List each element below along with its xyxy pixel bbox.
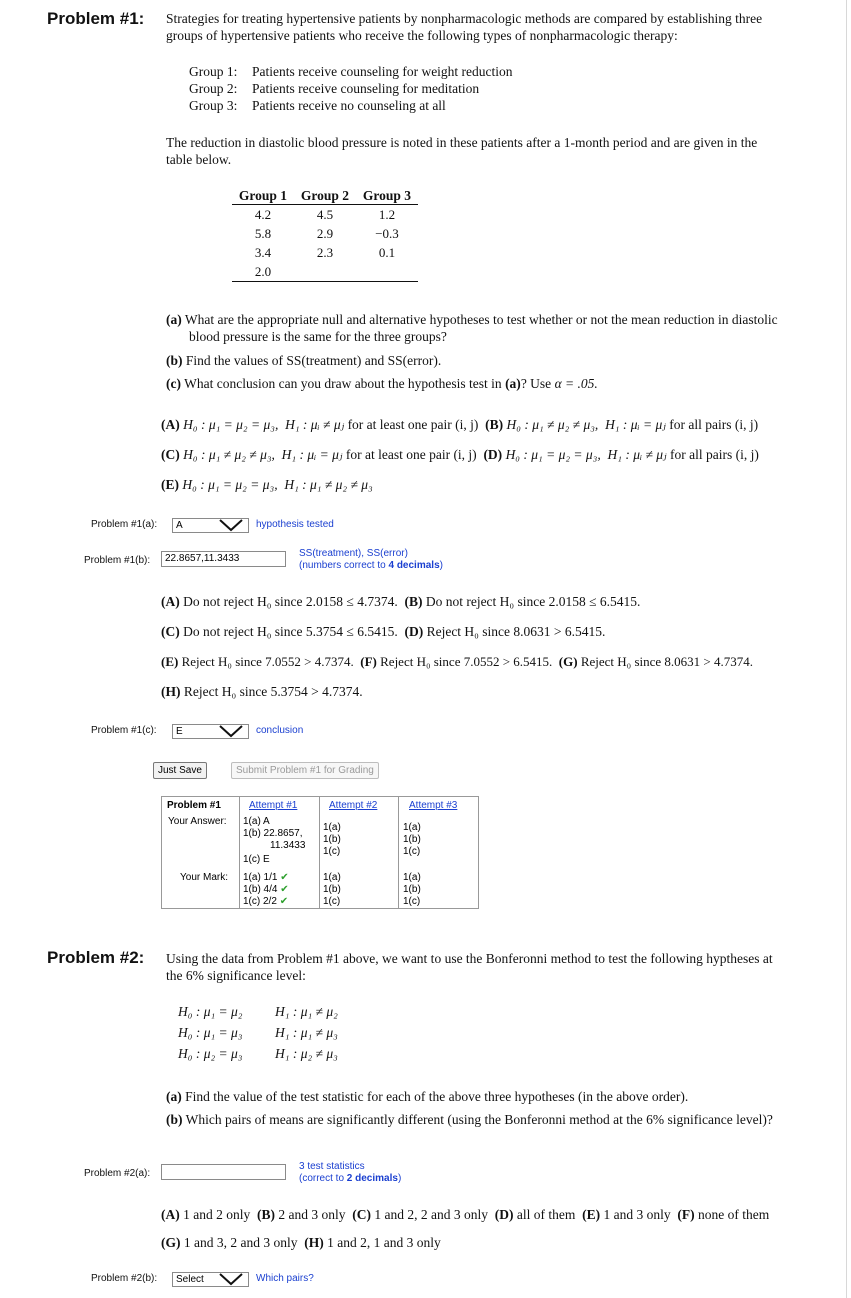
- table-row: [232, 224, 418, 243]
- problem-2a-hint-post: ): [397, 1173, 402, 1184]
- hyp-option-b-h0: H₀ : μ₁ ≠ μ₂ ≠ μ₃,: [506, 417, 599, 432]
- p2-option-b-label: (B): [257, 1207, 275, 1222]
- q2a-label: (a): [166, 1089, 182, 1104]
- problem-2b-selected-value: Select: [176, 1274, 204, 1285]
- table-row: [232, 262, 418, 282]
- hyp-option-c-h1: H₁ : μᵢ = μⱼ: [281, 447, 343, 462]
- attempt-2-mark-c: 1(c): [323, 896, 341, 907]
- q2b-label: (b): [166, 1112, 183, 1127]
- p2-option-g-text: 1 and 3, 2 and 3 only: [183, 1235, 298, 1250]
- table-cell: 2.0: [254, 263, 272, 279]
- concl-option-g-label: (G): [558, 654, 578, 669]
- problem-1-para-line1: The reduction in diastolic blood pressure is noted in these patients after a 1-month period and are given in the: [166, 135, 758, 150]
- concl-option-h-text: Reject H₀ since 5.3754 > 4.7374.: [183, 684, 363, 699]
- hyp-option-c-label: (C): [161, 447, 180, 462]
- hyp-option-e-h0: H₀ : μ₁ = μ₂ = μ₃,: [182, 477, 278, 492]
- attempts-header: Problem #1: [167, 800, 221, 811]
- problem-1b-hint-post: ): [439, 560, 443, 571]
- concl-option-row2: [161, 624, 605, 640]
- attempt-3-answer-c: 1(c): [403, 846, 421, 857]
- hyp-option-row2: [161, 447, 759, 463]
- problem-1a-label: Problem #1(a):: [91, 519, 158, 530]
- concl-option-row1: [161, 594, 640, 610]
- attempt-2-answer-c: 1(c): [323, 846, 341, 857]
- concl-option-b-label: (B): [404, 594, 423, 609]
- hyp-option-row3: [161, 477, 373, 493]
- p2-option-a-text: 1 and 2 only: [183, 1207, 251, 1222]
- problem-1c-selected-value: E: [176, 726, 183, 737]
- table-header-row: [232, 188, 418, 205]
- p2-option-a-label: (A): [161, 1207, 180, 1222]
- chevron-down-icon: [218, 518, 244, 532]
- q2a-text: Find the value of the test statistic for each of the above three hypotheses (in the above order).: [185, 1089, 689, 1104]
- problem-2a-hint-bold: 2 decimals: [346, 1173, 398, 1184]
- p2-option-row1: [161, 1207, 769, 1223]
- submit-problem-1-button[interactable]: Submit Problem #1 for Grading: [231, 762, 379, 779]
- concl-option-d-label: (D): [404, 624, 424, 639]
- table-cell: 1.2: [378, 206, 396, 222]
- q1c-label: (c): [166, 376, 181, 391]
- concl-option-e-text: Reject H₀ since 7.0552 > 4.7374.: [181, 654, 354, 669]
- attempt-1-answer-c: 1(c) E: [243, 854, 270, 865]
- p2-option-d-label: (D): [494, 1207, 514, 1222]
- hyp-option-d-label: (D): [483, 447, 503, 462]
- hyp-option-b-label: (B): [485, 417, 504, 432]
- p2-option-g-label: (G): [161, 1235, 181, 1250]
- your-mark-label: Your Mark:: [180, 872, 228, 883]
- p2-option-b-text: 2 and 3 only: [278, 1207, 346, 1222]
- attempt-2-answer-a: 1(a): [323, 822, 341, 833]
- problem-1b-label: Problem #1(b):: [84, 555, 151, 566]
- attempt-3-answer-a: 1(a): [403, 822, 421, 833]
- p2-option-d-text: all of them: [516, 1207, 576, 1222]
- p2-hyp-2-h0: H₀ : μ₁ = μ₃: [178, 1025, 243, 1040]
- table-cell: 0.1: [378, 244, 396, 260]
- q1c-post: ? Use: [520, 376, 552, 391]
- attempt-2-answer-b: 1(b): [323, 834, 341, 845]
- hyp-option-a-h1: H₁ : μᵢ ≠ μⱼ: [285, 417, 345, 432]
- p2-option-c-text: 1 and 2, 2 and 3 only: [374, 1207, 488, 1222]
- concl-option-d-text: Reject H₀ since 8.0631 > 6.5415.: [426, 624, 606, 639]
- attempt-1-answer-b-cont: 11.3433: [270, 840, 306, 851]
- table-header: Group 2: [294, 188, 356, 205]
- your-answer-label: Your Answer:: [168, 816, 227, 827]
- hyp-option-c-tail: for at least one pair (i, j): [345, 447, 477, 462]
- attempts-divider: [319, 797, 320, 908]
- chevron-down-icon: [218, 1272, 244, 1286]
- attempt-3-mark-a: 1(a): [403, 872, 421, 883]
- problem-2b-select[interactable]: [172, 1272, 249, 1287]
- p2-hyp-3-h1: H₁ : μ₂ ≠ μ₃: [275, 1046, 338, 1061]
- concl-option-g-text: Reject H₀ since 8.0631 > 4.7374.: [580, 654, 753, 669]
- problem-1b-input[interactable]: 22.8657,11.3433: [161, 551, 286, 567]
- table-header: Group 3: [356, 188, 418, 205]
- problem-1c-hint: conclusion: [256, 725, 304, 736]
- table-cell: 4.2: [254, 206, 272, 222]
- concl-option-c-text: Do not reject H₀ since 5.3754 ≤ 6.5415.: [183, 624, 398, 639]
- group-1-label: Group 1:: [189, 64, 238, 79]
- concl-option-row3: [161, 654, 753, 670]
- q1c-ref: (a): [505, 376, 521, 391]
- problem-2-intro-line2: the 6% significance level:: [166, 968, 306, 983]
- problem-1-para-line2: table below.: [166, 152, 232, 167]
- table-cell: 4.5: [316, 206, 334, 222]
- concl-option-f-text: Reject H₀ since 7.0552 > 6.5415.: [380, 654, 553, 669]
- problem-2b-label: Problem #2(b):: [91, 1273, 158, 1284]
- check-icon: ✔: [280, 884, 289, 895]
- table-cell: 3.4: [254, 244, 272, 260]
- hyp-option-c-h0: H₀ : μ₁ ≠ μ₂ ≠ μ₃,: [183, 447, 275, 462]
- hyp-option-d-h1: H₁ : μᵢ ≠ μⱼ: [607, 447, 667, 462]
- hyp-option-a-h0: H₀ : μ₁ = μ₂ = μ₃,: [183, 417, 279, 432]
- table-cell: 2.9: [316, 225, 334, 241]
- hyp-option-d-tail: for all pairs (i, j): [670, 447, 759, 462]
- concl-option-a-text: Do not reject H₀ since 2.0158 ≤ 4.7374.: [183, 594, 398, 609]
- attempt-2-mark-b: 1(b): [323, 884, 341, 895]
- table-header: Group 1: [232, 188, 294, 205]
- concl-option-h-label: (H): [161, 684, 181, 699]
- group-2-label: Group 2:: [189, 81, 238, 96]
- problem-1-title: Problem #1:: [47, 9, 145, 28]
- check-icon: ✔: [279, 896, 289, 907]
- p2-option-row2: [161, 1235, 441, 1251]
- attempt-1-answer-b: 1(b) 22.8657,: [243, 828, 303, 839]
- attempts-divider: [398, 797, 399, 908]
- data-table-wrap: [232, 188, 418, 282]
- problem-2-title: Problem #2:: [47, 948, 145, 967]
- problem-2-intro-line1: Using the data from Problem #1 above, we want to use the Bonferonni method to test the following hyptheses at: [166, 951, 773, 966]
- problem-1a-hint: hypothesis tested: [256, 519, 334, 530]
- attempt-1-link[interactable]: Attempt #1: [249, 800, 298, 811]
- attempt-3-link[interactable]: Attempt #3: [409, 800, 458, 811]
- attempt-1-mark-b: 1(b) 4/4: [243, 884, 278, 895]
- problem-1b-hint-pre: (numbers correct to: [299, 560, 389, 571]
- concl-option-row4: [161, 684, 363, 700]
- hyp-option-e-h1: H₁ : μ₁ ≠ μ₂ ≠ μ₃: [284, 477, 373, 492]
- hyp-option-a-label: (A): [161, 417, 180, 432]
- problem-2a-label: Problem #2(a):: [84, 1168, 151, 1179]
- p2-option-e-label: (E): [582, 1207, 601, 1222]
- p2-option-h-label: (H): [304, 1235, 324, 1250]
- group-3-text: Patients receive no counseling at all: [252, 98, 446, 113]
- q1a-label: (a): [166, 312, 182, 327]
- attempts-divider: [239, 797, 240, 908]
- problem-1a-selected-value: A: [176, 520, 183, 531]
- q2b-text: Which pairs of means are significantly different (using the Bonferonni method at the 6% significance level)?: [185, 1112, 773, 1127]
- problem-2a-input[interactable]: [161, 1164, 286, 1180]
- group-2-text: Patients receive counseling for meditation: [252, 81, 480, 96]
- attempts-table: [161, 796, 479, 909]
- hyp-option-e-label: (E): [161, 477, 179, 492]
- q1b-text: Find the values of SS(treatment) and SS(error).: [185, 353, 442, 368]
- concl-option-a-label: (A): [161, 594, 180, 609]
- p2-option-h-text: 1 and 2, 1 and 3 only: [327, 1235, 441, 1250]
- table-row: [232, 205, 418, 225]
- table-cell: 2.3: [316, 244, 334, 260]
- concl-option-e-label: (E): [161, 654, 179, 669]
- hyp-option-b-h1: H₁ : μᵢ = μⱼ: [605, 417, 666, 432]
- table-row: [232, 243, 418, 262]
- table-cell: [356, 262, 418, 282]
- chevron-down-icon: [218, 724, 244, 738]
- problem-1-intro-line1: Strategies for treating hypertensive patients by nonpharmacologic methods are compared by establishing three: [166, 11, 763, 26]
- q1a-text-line1: What are the appropriate null and alternative hypotheses to test whether or not the mean reduction in diastolic: [184, 312, 778, 327]
- q1c-text: What conclusion can you draw about the hypothesis test in: [184, 376, 502, 391]
- table-cell: 5.8: [254, 225, 272, 241]
- q1a-text-line2: blood pressure is the same for the three groups?: [189, 329, 447, 344]
- problem-2a-hint-pre: (correct to: [299, 1173, 347, 1184]
- concl-option-f-label: (F): [360, 654, 377, 669]
- problem-1b-hint-bold: 4 decimals: [388, 560, 440, 571]
- check-icon: ✔: [280, 872, 289, 883]
- p2-option-f-label: (F): [677, 1207, 695, 1222]
- attempt-1-answer-a: 1(a) A: [243, 816, 270, 827]
- attempt-2-link[interactable]: Attempt #2: [329, 800, 378, 811]
- hyp-option-row1: [161, 417, 758, 433]
- p2-hyp-1-h1: H₁ : μ₁ ≠ μ₂: [275, 1004, 338, 1019]
- q1c-alpha: α = .05.: [554, 376, 598, 391]
- problem-1c-label: Problem #1(c):: [91, 725, 157, 736]
- p2-option-e-text: 1 and 3 only: [603, 1207, 671, 1222]
- p2-hyp-1-h0: H₀ : μ₁ = μ₂: [178, 1004, 243, 1019]
- q1b-label: (b): [166, 353, 183, 368]
- p2-option-c-label: (C): [352, 1207, 371, 1222]
- attempt-2-mark-a: 1(a): [323, 872, 341, 883]
- problem-2a-hint-line1: 3 test statistics: [299, 1161, 365, 1172]
- attempt-3-mark-c: 1(c): [403, 896, 421, 907]
- hyp-option-a-tail: for at least one pair (i, j): [347, 417, 479, 432]
- p2-hyp-3-h0: H₀ : μ₂ = μ₃: [178, 1046, 243, 1061]
- p2-option-f-text: none of them: [697, 1207, 770, 1222]
- concl-option-b-text: Do not reject H₀ since 2.0158 ≤ 6.5415.: [425, 594, 641, 609]
- group-3-label: Group 3:: [189, 98, 238, 113]
- problem-1b-hint-line1: SS(treatment), SS(error): [299, 548, 408, 559]
- group-1-text: Patients receive counseling for weight reduction: [252, 64, 513, 79]
- attempt-3-mark-b: 1(b): [403, 884, 421, 895]
- hyp-option-d-h0: H₀ : μ₁ = μ₂ = μ₃,: [505, 447, 601, 462]
- problem-1c-select[interactable]: [172, 724, 249, 739]
- data-table: [232, 188, 418, 282]
- attempt-1-mark-a: 1(a) 1/1: [243, 872, 278, 883]
- p2-hyp-2-h1: H₁ : μ₁ ≠ μ₃: [275, 1025, 338, 1040]
- attempt-1-mark-c: 1(c) 2/2: [243, 896, 277, 907]
- problem-1a-select[interactable]: [172, 518, 249, 533]
- table-cell: −0.3: [375, 225, 399, 241]
- problem-2b-hint: Which pairs?: [256, 1273, 314, 1284]
- attempt-3-answer-b: 1(b): [403, 834, 421, 845]
- just-save-button[interactable]: Just Save: [153, 762, 207, 779]
- problem-1-intro-line2: groups of hypertensive patients who receive the following types of nonpharmacologic therapy:: [166, 28, 678, 43]
- concl-option-c-label: (C): [161, 624, 180, 639]
- table-cell: [294, 262, 356, 282]
- hyp-option-b-tail: for all pairs (i, j): [669, 417, 759, 432]
